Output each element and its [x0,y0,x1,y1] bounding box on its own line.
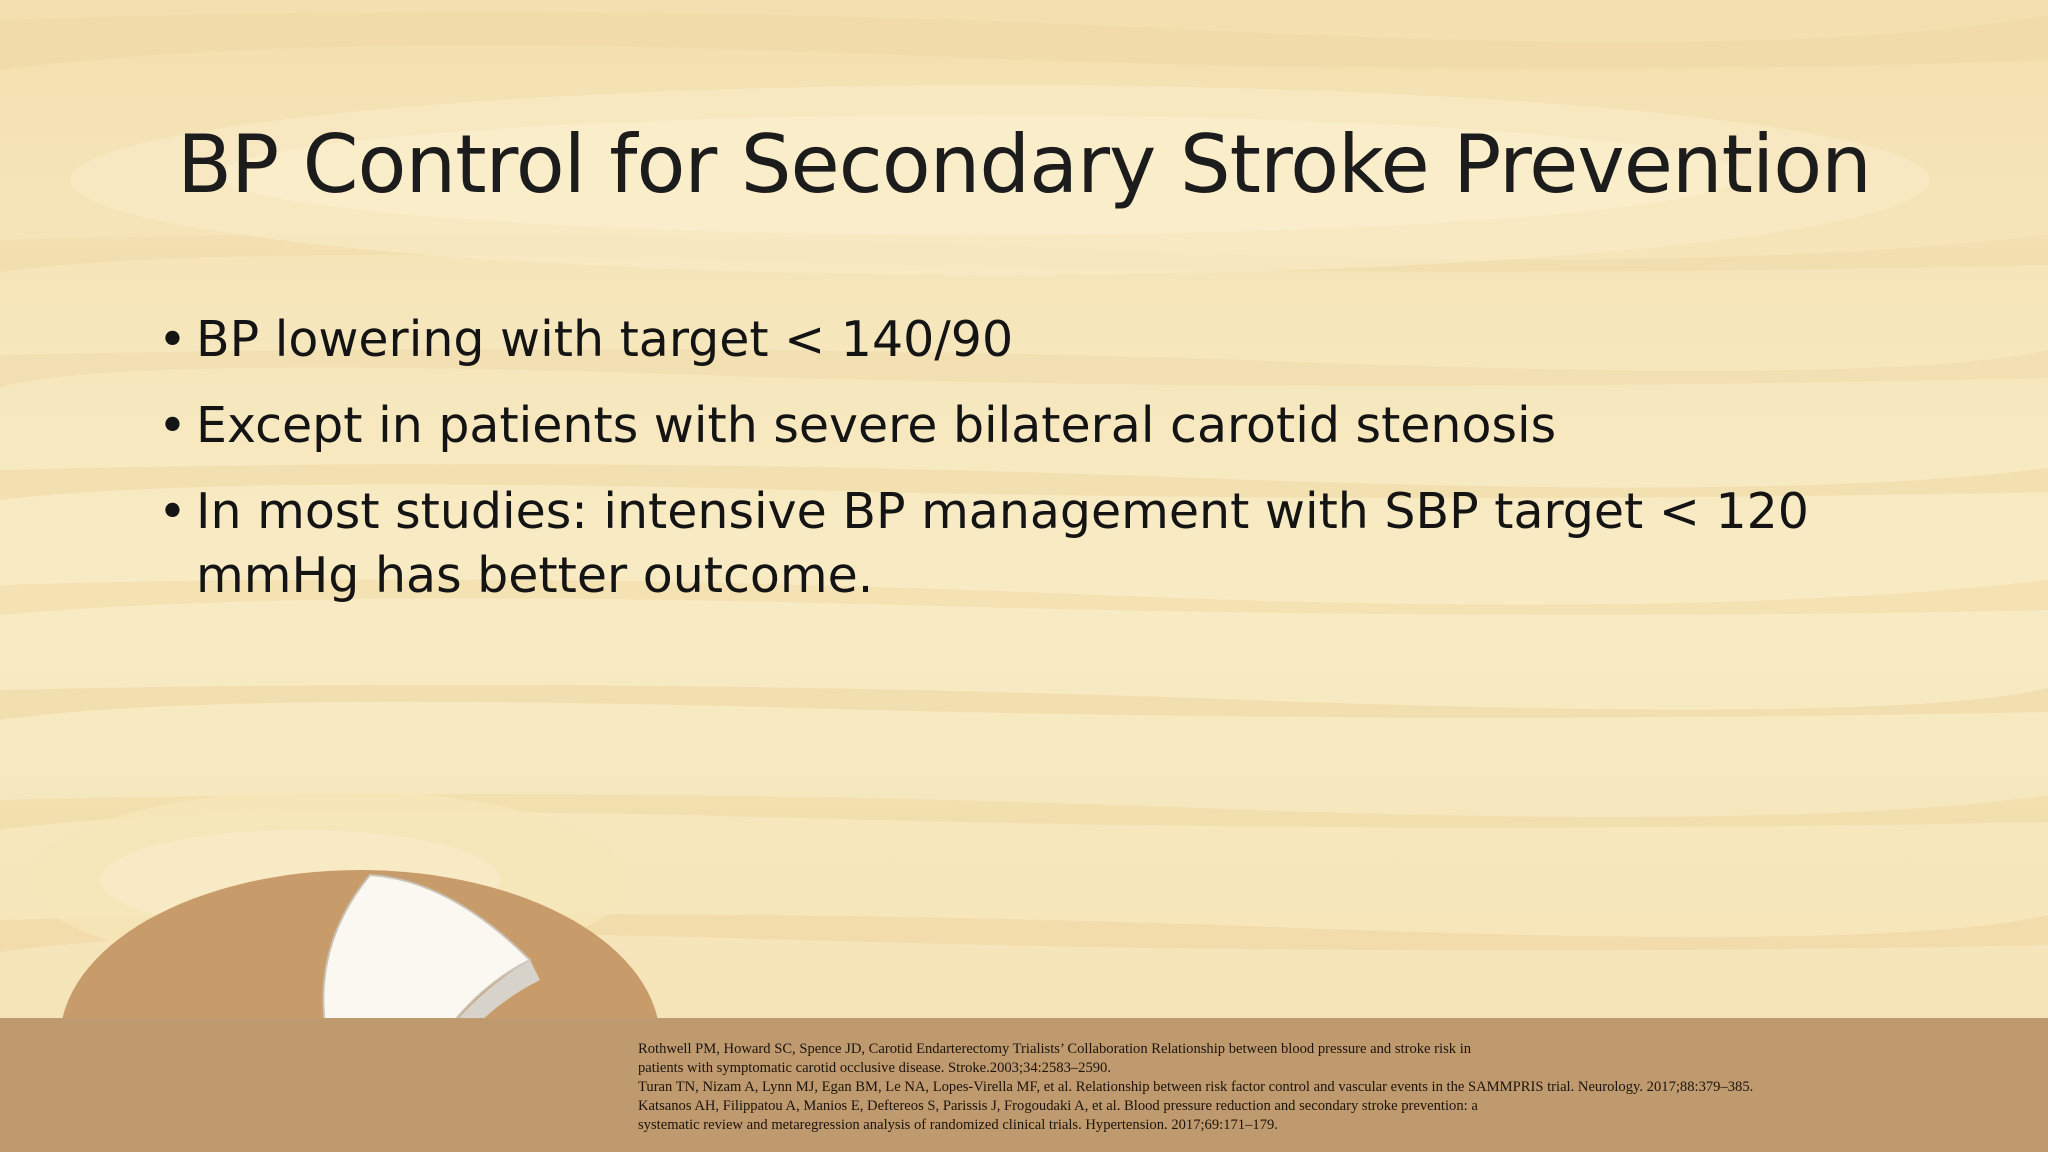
bullet-text: Except in patients with severe bilateral carotid stenosis [196,397,1557,454]
bullet-item [152,394,1872,458]
reference-line: systematic review and metaregression analysis of randomized clinical trials. Hypertension. 2017;69:171–179. [638,1117,1278,1133]
bullet-icon: • [158,483,187,540]
reference-line: Rothwell PM, Howard SC, Spence JD, Carotid Endarterectomy Trialists’ Collaboration Relationship between blood pressure and stroke risk in [638,1041,1472,1057]
bullet-list [152,308,1872,630]
bullet-icon: • [158,311,187,368]
bullet-text: In most studies: intensive BP management with SBP target < 120 mmHg has better outcome. [196,483,1809,604]
bullet-icon: • [158,397,187,454]
slide-title: BP Control for Secondary Stroke Prevention [177,118,1871,211]
bullet-item [152,480,1872,608]
bullet-item [152,308,1872,372]
references [638,1040,2038,1135]
reference-line: Turan TN, Nizam A, Lynn MJ, Egan BM, Le NA, Lopes-Virella MF, et al. Relationship between risk factor control and vascular events in the SAMMPRIS trial. Neurology. 2017;88:379–385. [638,1079,1754,1095]
bullet-text: BP lowering with target < 140/90 [196,311,1014,368]
reference-line: patients with symptomatic carotid occlusive disease. Stroke.2003;34:2583–2590. [638,1060,1111,1076]
reference-line: Katsanos AH, Filippatou A, Manios E, Deftereos S, Parissis J, Frogoudaki A, et al. Blood pressure reduction and secondary stroke prevention: a [638,1098,1478,1114]
